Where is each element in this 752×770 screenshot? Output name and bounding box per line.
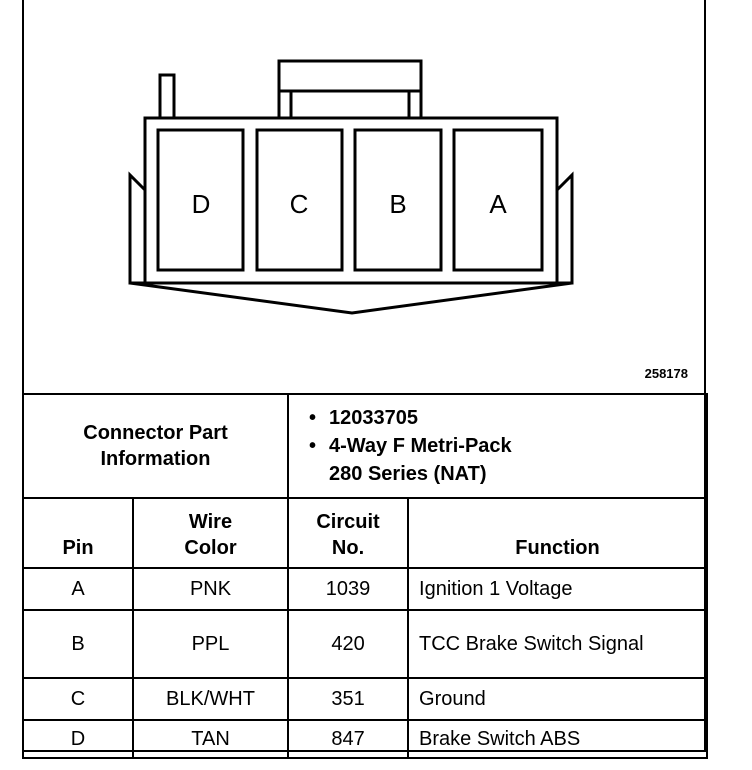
connector-type: • 4-Way F Metri-Pack <box>329 432 700 460</box>
column-header-row <box>23 498 707 568</box>
pin-label-B: B <box>389 189 407 219</box>
table-row <box>23 720 707 758</box>
connector-series: 280 Series (NAT) <box>329 463 487 485</box>
pin-cell: C <box>23 678 133 720</box>
right-wing <box>557 175 572 283</box>
left-wing <box>130 175 145 283</box>
wire-color-cell: PPL <box>133 610 288 678</box>
col-function: Function <box>408 498 707 568</box>
circuit-cell: 420 <box>288 610 408 678</box>
table-row <box>23 610 707 678</box>
wire-color-cell: BLK/WHT <box>133 678 288 720</box>
pin-cell: B <box>23 610 133 678</box>
function-cell: TCC Brake Switch Signal <box>408 610 707 678</box>
col-circuit-no: Circuit No. <box>288 498 408 568</box>
connector-post <box>160 75 174 118</box>
circuit-cell: 1039 <box>288 568 408 610</box>
connector-info-label: Connector Part Information <box>23 394 288 498</box>
connector-table <box>22 393 708 759</box>
pin-cell: A <box>23 568 133 610</box>
circuit-cell: 351 <box>288 678 408 720</box>
table-row <box>23 568 707 610</box>
function-cell: Ground <box>408 678 707 720</box>
circuit-cell: 847 <box>288 720 408 758</box>
function-cell: Brake Switch ABS <box>408 720 707 758</box>
pin-label-A: A <box>489 189 507 219</box>
connector-chevron <box>130 283 572 313</box>
pin-label-D: D <box>191 189 211 219</box>
connector-part-number: • 12033705 <box>329 404 700 432</box>
connector-diagram <box>22 0 706 393</box>
pin-cell: D <box>23 720 133 758</box>
col-pin: Pin <box>23 498 133 568</box>
wire-color-cell: PNK <box>133 568 288 610</box>
function-cell: Ignition 1 Voltage <box>408 568 707 610</box>
table-row <box>23 678 707 720</box>
wire-color-cell: TAN <box>133 720 288 758</box>
connector-info-list <box>288 394 707 498</box>
col-wire-color: Wire Color <box>133 498 288 568</box>
figure-id: 258178 <box>644 366 688 381</box>
pin-label-C: C <box>289 189 309 219</box>
connector-info-row <box>23 394 707 498</box>
